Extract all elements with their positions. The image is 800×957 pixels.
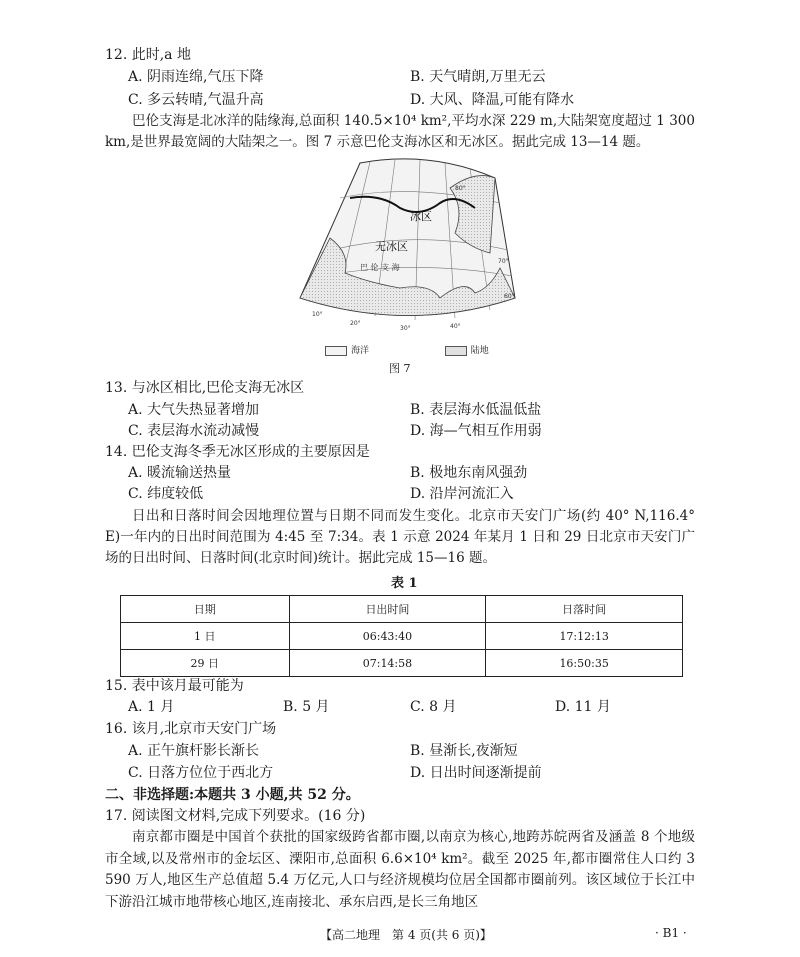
q12-option-b: B. 天气晴朗,万里无云 [410, 69, 546, 85]
label-no-ice-zone: 无冰区 [375, 240, 408, 253]
table-cell: 06:43:40 [289, 623, 486, 650]
q15-option-c: C. 8 月 [410, 699, 457, 715]
q14-option-b: B. 极地东南风强劲 [410, 465, 528, 481]
q13-option-d: D. 海—气相互作用弱 [410, 423, 542, 439]
figure-caption: 图 7 [389, 362, 411, 375]
lon-label-10: 10° [312, 311, 323, 318]
q14-stem: 14. 巴伦支海冬季无冰区形成的主要原因是 [105, 444, 370, 460]
q15-stem: 15. 表中该月最可能为 [105, 678, 244, 694]
q12-option-c: C. 多云转晴,气温升高 [128, 92, 264, 108]
q15-option-b: B. 5 月 [283, 699, 330, 715]
table-cell: 07:14:58 [289, 650, 486, 677]
q17-passage: 南京都市圈是中国首个获批的国家级跨省都市圈,以南京为核心,地跨苏皖两省及涵盖 8 个地级市全域,以及常州市的金坛区、溧阳市,总面积 6.6×10⁴ km²。截至 2025 年,都市圈常住人口约 3 590 万人,地区生产总值超 5.4 万亿元,人口与经济规模均位居全国都市圈前列。该区域位于长江中下游沿江城市地带核心地区,连南接北、承东启西,是长三角地区 [105, 829, 695, 910]
q16-stem: 16. 该月,北京市天安门广场 [105, 721, 277, 737]
table-cell: 1 日 [121, 623, 290, 650]
legend-ocean-label: 海洋 [351, 346, 370, 356]
legend-land-swatch [445, 346, 467, 356]
q13-option-a: A. 大气失热显著增加 [128, 402, 260, 418]
q14-option-c: C. 纬度较低 [128, 486, 204, 502]
q15-option-a: A. 1 月 [128, 699, 175, 715]
q13-stem: 13. 与冰区相比,巴伦支海无冰区 [105, 380, 305, 396]
q16-option-c: C. 日落方位位于西北方 [128, 765, 274, 781]
q16-option-b: B. 昼渐长,夜渐短 [410, 743, 518, 759]
q12-option-d: D. 大风、降温,可能有降水 [410, 92, 575, 108]
table-header-cell: 日期 [121, 596, 290, 623]
section-heading-nonchoice: 二、非选择题:本题共 3 小题,共 52 分。 [105, 787, 360, 803]
barents-sea-map [290, 158, 520, 333]
footer-page-info: 【高二地理 第 4 页(共 6 页)】 [320, 928, 492, 942]
legend-land-label: 陆地 [470, 346, 489, 356]
lat-label-80: 80° [455, 185, 466, 192]
q14-option-d: D. 沿岸河流汇入 [410, 486, 514, 502]
lon-label-20: 20° [350, 320, 361, 327]
lat-label-60: 60° [504, 293, 515, 300]
table-title: 表 1 [391, 576, 418, 591]
passage-barents-sea: 巴伦支海是北冰洋的陆缘海,总面积 140.5×10⁴ km²,平均水深 229 m,大陆架宽度超过 1 300 km,是世界最宽阔的大陆架之一。图 7 示意巴伦支海冰区和无冰区。据此完成 13—14 题。 [105, 113, 695, 150]
label-barents-sea: 巴 伦 支 海 [360, 263, 400, 272]
table-cell: 17:12:13 [486, 623, 683, 650]
label-ice-zone: 冰区 [410, 210, 432, 223]
table-row [121, 623, 683, 650]
q12-stem: 12. 此时,a 地 [105, 47, 191, 63]
table-cell: 29 日 [121, 650, 290, 677]
q13-option-b: B. 表层海水低温低盐 [410, 402, 542, 418]
lon-label-40: 40° [450, 323, 461, 330]
footer-code: · B1 · [655, 926, 687, 940]
table-header-row [121, 596, 683, 623]
q16-option-d: D. 日出时间逐渐提前 [410, 765, 542, 781]
sunrise-sunset-table [120, 595, 683, 677]
lat-label-70: 70° [498, 258, 509, 265]
q12-option-a: A. 阴雨连绵,气压下降 [128, 69, 264, 85]
q16-option-a: A. 正午旗杆影长渐长 [128, 743, 260, 759]
q13-option-c: C. 表层海水流动减慢 [128, 423, 260, 439]
map-legend [325, 345, 489, 357]
table-cell: 16:50:35 [486, 650, 683, 677]
lon-label-30: 30° [400, 325, 411, 332]
q15-option-d: D. 11 月 [555, 699, 611, 715]
passage-sunrise-sunset: 日出和日落时间会因地理位置与日期不同而发生变化。北京市天安门广场(约 40° N,116.4° E)一年内的日出时间范围为 4:45 至 7:34。表 1 示意 2024 年某月 1 日和 29 日北京市天安门广场的日出时间、日落时间(北京时间)统计。据此完成 15—16 题。 [105, 508, 695, 566]
table-row [121, 650, 683, 677]
table-header-cell: 日落时间 [486, 596, 683, 623]
q17-stem: 17. 阅读图文材料,完成下列要求。(16 分) [105, 808, 366, 824]
legend-ocean-swatch [325, 346, 347, 356]
q14-option-a: A. 暖流输送热量 [128, 465, 232, 481]
table-header-cell: 日出时间 [289, 596, 486, 623]
